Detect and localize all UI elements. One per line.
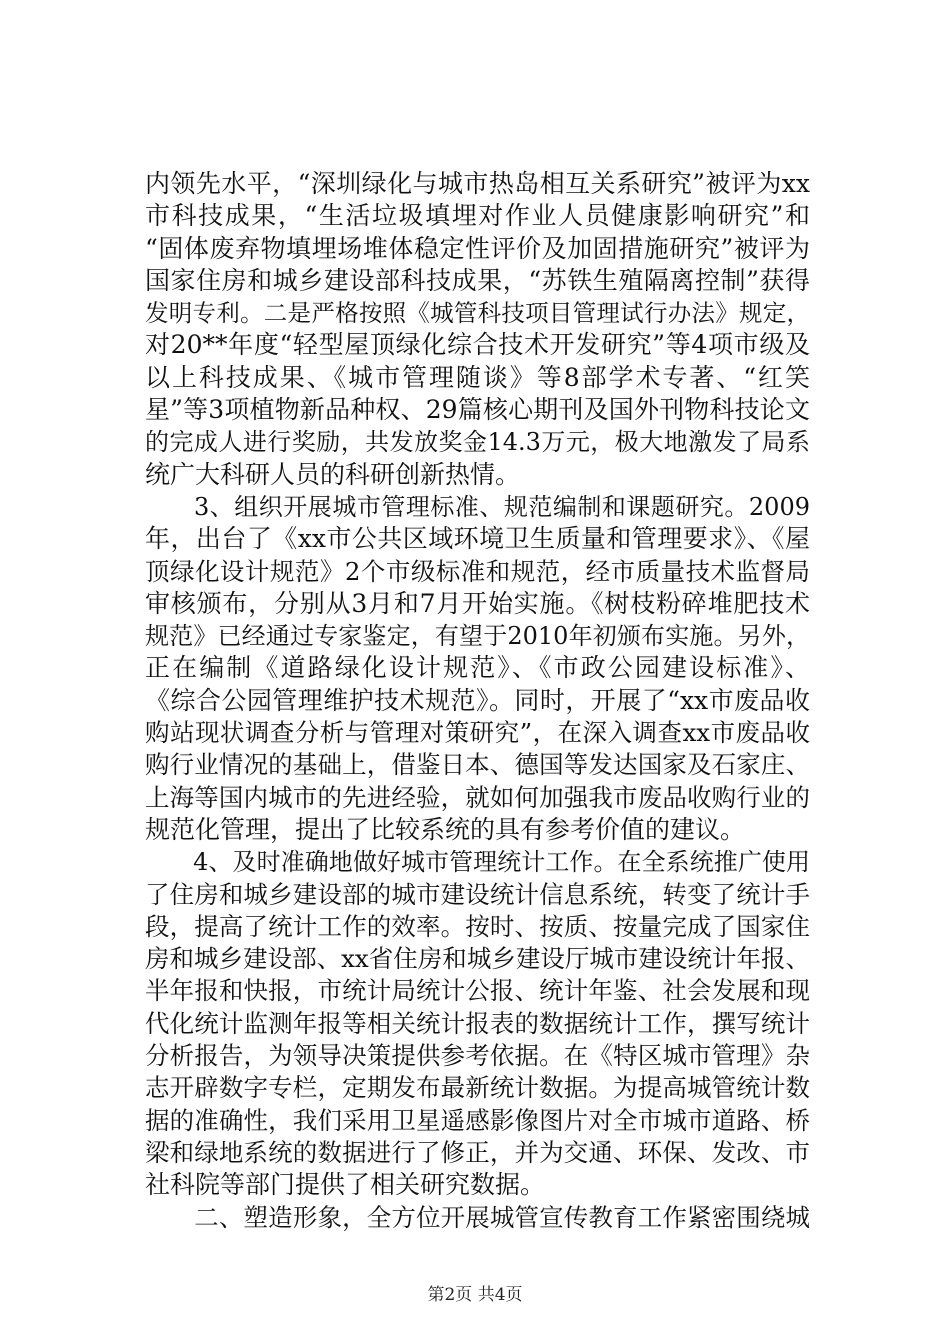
text-line: 分析报告，为领导决策提供参考依据。在《特区城市管理》杂 [145,1041,810,1071]
text-line: 代化统计监测年报等相关统计报表的数据统计工作，撰写统计 [145,1008,810,1038]
text-line: 年，出台了《xx市公共区域环境卫生质量和管理要求》、《屋 [145,524,810,554]
text-line: 半年报和快报，市统计局统计公报、统计年鉴、社会发展和现 [145,976,810,1006]
text-line: “固体废弃物填埋场堆体稳定性评价及加固措施研究”被评为 [145,233,810,263]
text-line: 《综合公园管理维护技术规范》。同时，开展了“xx市废品收 [145,685,810,715]
text-line: 段，提高了统计工作的效率。按时、按质、按量完成了国家住 [145,911,810,941]
text-line: 星”等3项植物新品种权、29篇核心期刊及国外刊物科技论文 [145,395,810,425]
text-line: 购行业情况的基础上，借鉴日本、德国等发达国家及石家庄、 [145,750,810,780]
page-footer: 第2页 共4页 [427,1285,523,1305]
text-line: 内领先水平，“深圳绿化与城市热岛相互关系研究”被评为xx [145,169,810,198]
text-line: 购站现状调查分析与管理对策研究”，在深入调查xx市废品收 [145,718,810,748]
text-line: 房和城乡建设部、xx省住房和城乡建设厅城市建设统计年报、 [145,944,810,974]
text-line: 审核颁布，分别从3月和7月开始实施。《树枝粉碎堆肥技术 [145,588,810,618]
text-line: 统广大科研人员的科研创新热情。 [145,459,521,489]
text-line: 正在编制《道路绿化设计规范》、《市政公园建设标准》、 [145,653,810,683]
text-line: 规范》已经通过专家鉴定，有望于2010年初颁布实施。另外， [145,622,810,651]
body-text [145,168,810,1234]
text-line: 据的准确性，我们采用卫星遥感影像图片对全市城市道路、桥 [145,1105,810,1135]
text-line: 了住房和城乡建设部的城市建设统计信息系统，转变了统计手 [145,879,810,909]
text-line: 梁和绿地系统的数据进行了修正，并为交通、环保、发改、市 [145,1137,810,1167]
text-line: 顶绿化设计规范》2个市级标准和规范，经市质量技术监督局 [145,556,810,586]
text-line: 的完成人进行奖励，共发放奖金14.3万元，极大地激发了局系 [145,428,810,457]
text-line: 对20**年度“轻型屋顶绿化综合技术开发研究”等4项市级及 [145,330,810,360]
text-line: 上海等国内城市的先进经验，就如何加强我市废品收购行业的 [145,782,810,812]
text-line: 4、及时准确地做好城市管理统计工作。在全系统推广使用 [145,848,810,877]
text-line: 发明专利。二是严格按照《城管科技项目管理试行办法》规定， [145,299,810,328]
text-line: 志开辟数字专栏，定期发布最新统计数据。为提高城管统计数 [145,1073,810,1103]
text-line: 国家住房和城乡建设部科技成果，“苏铁生殖隔离控制”获得 [145,265,810,295]
text-line: 以上科技成果、《城市管理随谈》等8部学术专著、“红笑 [145,362,810,392]
text-line: 二、塑造形象，全方位开展城管宣传教育工作紧密围绕城 [145,1202,810,1232]
text-line: 市科技成果，“生活垃圾填埋对作业人员健康影响研究”和 [145,201,810,231]
text-line: 社科院等部门提供了相关研究数据。 [145,1170,546,1200]
text-line: 3、组织开展城市管理标准、规范编制和课题研究。2009 [145,492,810,521]
text-line: 规范化管理，提出了比较系统的具有参考价值的建议。 [145,814,746,844]
